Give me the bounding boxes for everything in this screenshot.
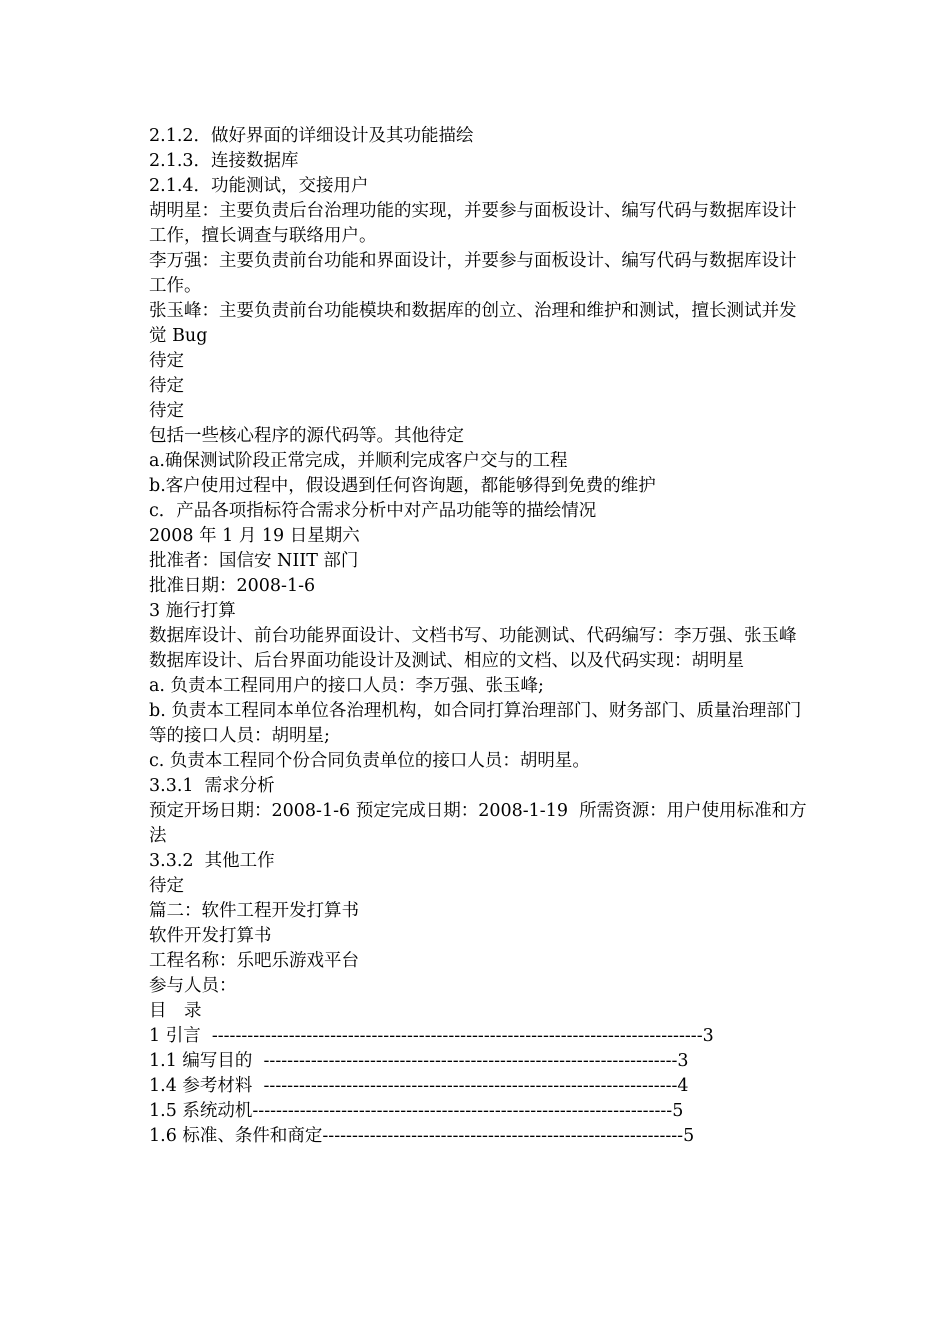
text-line: 待定 bbox=[149, 376, 184, 396]
table-of-contents bbox=[149, 1024, 809, 1149]
toc-entry: 1.5 系统动机-----------------------------------------------------------------------5 bbox=[149, 1101, 684, 1121]
text-line: 2.1.4．功能测试，交接用户 bbox=[149, 176, 369, 196]
text-paragraph: 李万强：主要负责前台功能和界面设计，并要参与面板设计、编写代码与数据库设计工作。 bbox=[149, 251, 797, 296]
text-line: 等的接口人员：胡明星; bbox=[149, 726, 330, 746]
text-paragraph: 胡明星：主要负责后台治理功能的实现，并要参与面板设计、编写代码与数据库设计工作，擅长调查与联络用户。 bbox=[149, 201, 797, 246]
participants-line: 参与人员： bbox=[149, 976, 237, 996]
text-paragraph: 张玉峰：主要负责前台功能模块和数据库的创立、治理和维护和测试，擅长测试并发觉 Bug bbox=[149, 301, 797, 346]
section-heading: 3.3.2 其他工作 bbox=[149, 851, 275, 871]
text-line: a. 负责本工程同用户的接口人员：李万强、张玉峰; bbox=[149, 676, 544, 696]
text-line: 待定 bbox=[149, 351, 184, 371]
project-name-line: 工程名称：乐吧乐游戏平台 bbox=[149, 951, 359, 971]
toc-entry: 1.4 参考材料 ----------------------------------------------------------------------4 bbox=[149, 1076, 689, 1096]
approval-date-line: 批准日期：2008-1-6 bbox=[149, 576, 316, 596]
text-line: 2.1.2．做好界面的详细设计及其功能描绘 bbox=[149, 126, 474, 146]
document-title: 软件开发打算书 bbox=[149, 926, 272, 946]
text-line: c．产品各项指标符合需求分析中对产品功能等的描绘情况 bbox=[149, 501, 597, 521]
section-heading: 3.3.1 需求分析 bbox=[149, 776, 275, 796]
text-paragraph: b. 负责本工程同本单位各治理机构，如合同打算治理部门、财务部门、质量治理部门 bbox=[149, 701, 802, 721]
toc-heading: 目 录 bbox=[149, 1001, 202, 1021]
section-heading: 3 施行打算 bbox=[149, 601, 236, 621]
toc-entry: 1.1 编写目的 ----------------------------------------------------------------------3 bbox=[149, 1051, 689, 1071]
text-line: 待定 bbox=[149, 876, 184, 896]
toc-entry: 1 引言 -----------------------------------------------------------------------------------3 bbox=[149, 1026, 714, 1046]
text-line: 2.1.3．连接数据库 bbox=[149, 151, 299, 171]
text-line: a.确保测试阶段正常完成，并顺利完成客户交与的工程 bbox=[149, 451, 568, 471]
text-line: 篇二：软件工程开发打算书 bbox=[149, 901, 359, 921]
text-paragraph: 预定开场日期：2008-1-6 预定完成日期：2008-1-19 所需资源：用户使用标准和方法 bbox=[149, 801, 807, 846]
text-line: c. 负责本工程同个份合同负责单位的接口人员：胡明星。 bbox=[149, 751, 590, 771]
document-page bbox=[149, 124, 814, 1149]
text-line: 待定 bbox=[149, 401, 184, 421]
toc-entry: 1.6 标准、条件和商定-------------------------------------------------------------5 bbox=[149, 1126, 695, 1146]
date-line: 2008 年 1 月 19 日星期六 bbox=[149, 526, 360, 546]
approver-line: 批准者：国信安 NIIT 部门 bbox=[149, 551, 359, 571]
text-line: 包括一些核心程序的源代码等。其他待定 bbox=[149, 426, 464, 446]
text-line: b.客户使用过程中，假设遇到任何咨询题，都能够得到免费的维护 bbox=[149, 476, 656, 496]
text-paragraph: 数据库设计、前台功能界面设计、文档书写、功能测试、代码编写：李万强、张玉峰 数据库设计、后台界面功能设计及测试、相应的文档、以及代码实现：胡明星 bbox=[149, 626, 814, 671]
